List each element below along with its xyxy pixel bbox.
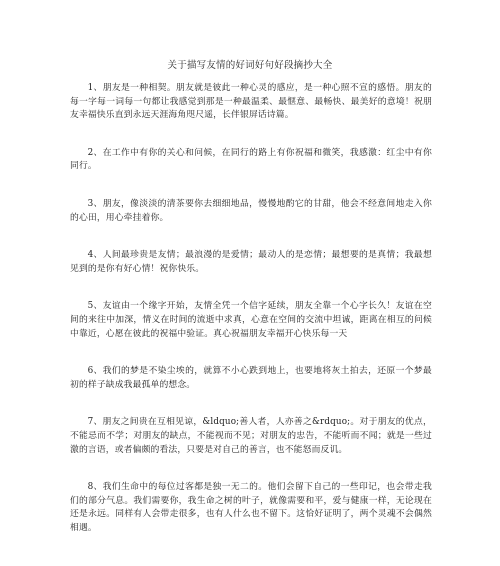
paragraph-2: 2、在工作中有你的关心和问候，在同行的路上有你祝福和微笑，我感激：红尘中有你同行。: [70, 147, 432, 172]
document-title: 关于描写友情的好词好句好段摘抄大全: [167, 60, 333, 71]
paragraph-8: 8、我们生命中的每位过客都是独一无二的。他们会留下自己的一些印记，也会带走我们的部分气息。我们需要你，我生命之树的叶子，就像需要和平，爱与健康一样，无论现在还是永远。同样有人会带走很多，也有人什么也不留下。这恰好证明了，两个灵魂不会偶然相遇。: [70, 482, 432, 533]
document-body: [70, 82, 432, 559]
paragraph-5: 5、友谊由一个缘字开始，友情全凭一个信字延续，朋友全靠一个心字长久！友谊在空间的来往中加深，情义在时间的流逝中求真，心意在空间的交流中坦诚，距离在相互的问候中靠近，心愿在彼此的祝福中验证。真心祝福朋友幸福开心快乐每一天: [70, 301, 432, 339]
paragraph-1: 1、朋友是一种相契。朋友就是彼此一种心灵的感应，是一种心照不宣的感悟。朋友的每一字每一词每一句都让我感觉到那是一种最温柔、最惬意、最畅快、最美好的意境！祝朋友幸福快乐直到永远天涯海角咫尺遥，长伴银屏话诗篇。: [70, 83, 432, 121]
paragraph-7: 7、朋友之间贵在互相见谅，&ldquo;善人者，人亦善之&rdquo;。对于朋友的优点，不能忌而不学；对朋友的缺点，不能视而不见；对朋友的忠告，不能听而不闻；就是一些过激的言语，或者偏颇的看法，只要是对自己的善言，也不能怒而反讥。: [70, 417, 432, 455]
paragraph-3: 3、朋友，像淡淡的清茶要你去细细地品，慢慢地酌它的甘甜，他会不经意间地走入你的心田，用心牵挂着你。: [70, 198, 432, 223]
paragraph-6: 6、我们的梦是不染尘埃的，就算不小心跌到地上，也要地将灰土拍去，还原一个梦最初的样子缺成我最孤单的想念。: [70, 366, 432, 390]
paragraph-4: 4、人间最珍贵是友情；最浪漫的是爱情；最动人的是恋情；最想要的是真情；我最想见到的是你有好心情！祝你快乐。: [70, 250, 432, 274]
